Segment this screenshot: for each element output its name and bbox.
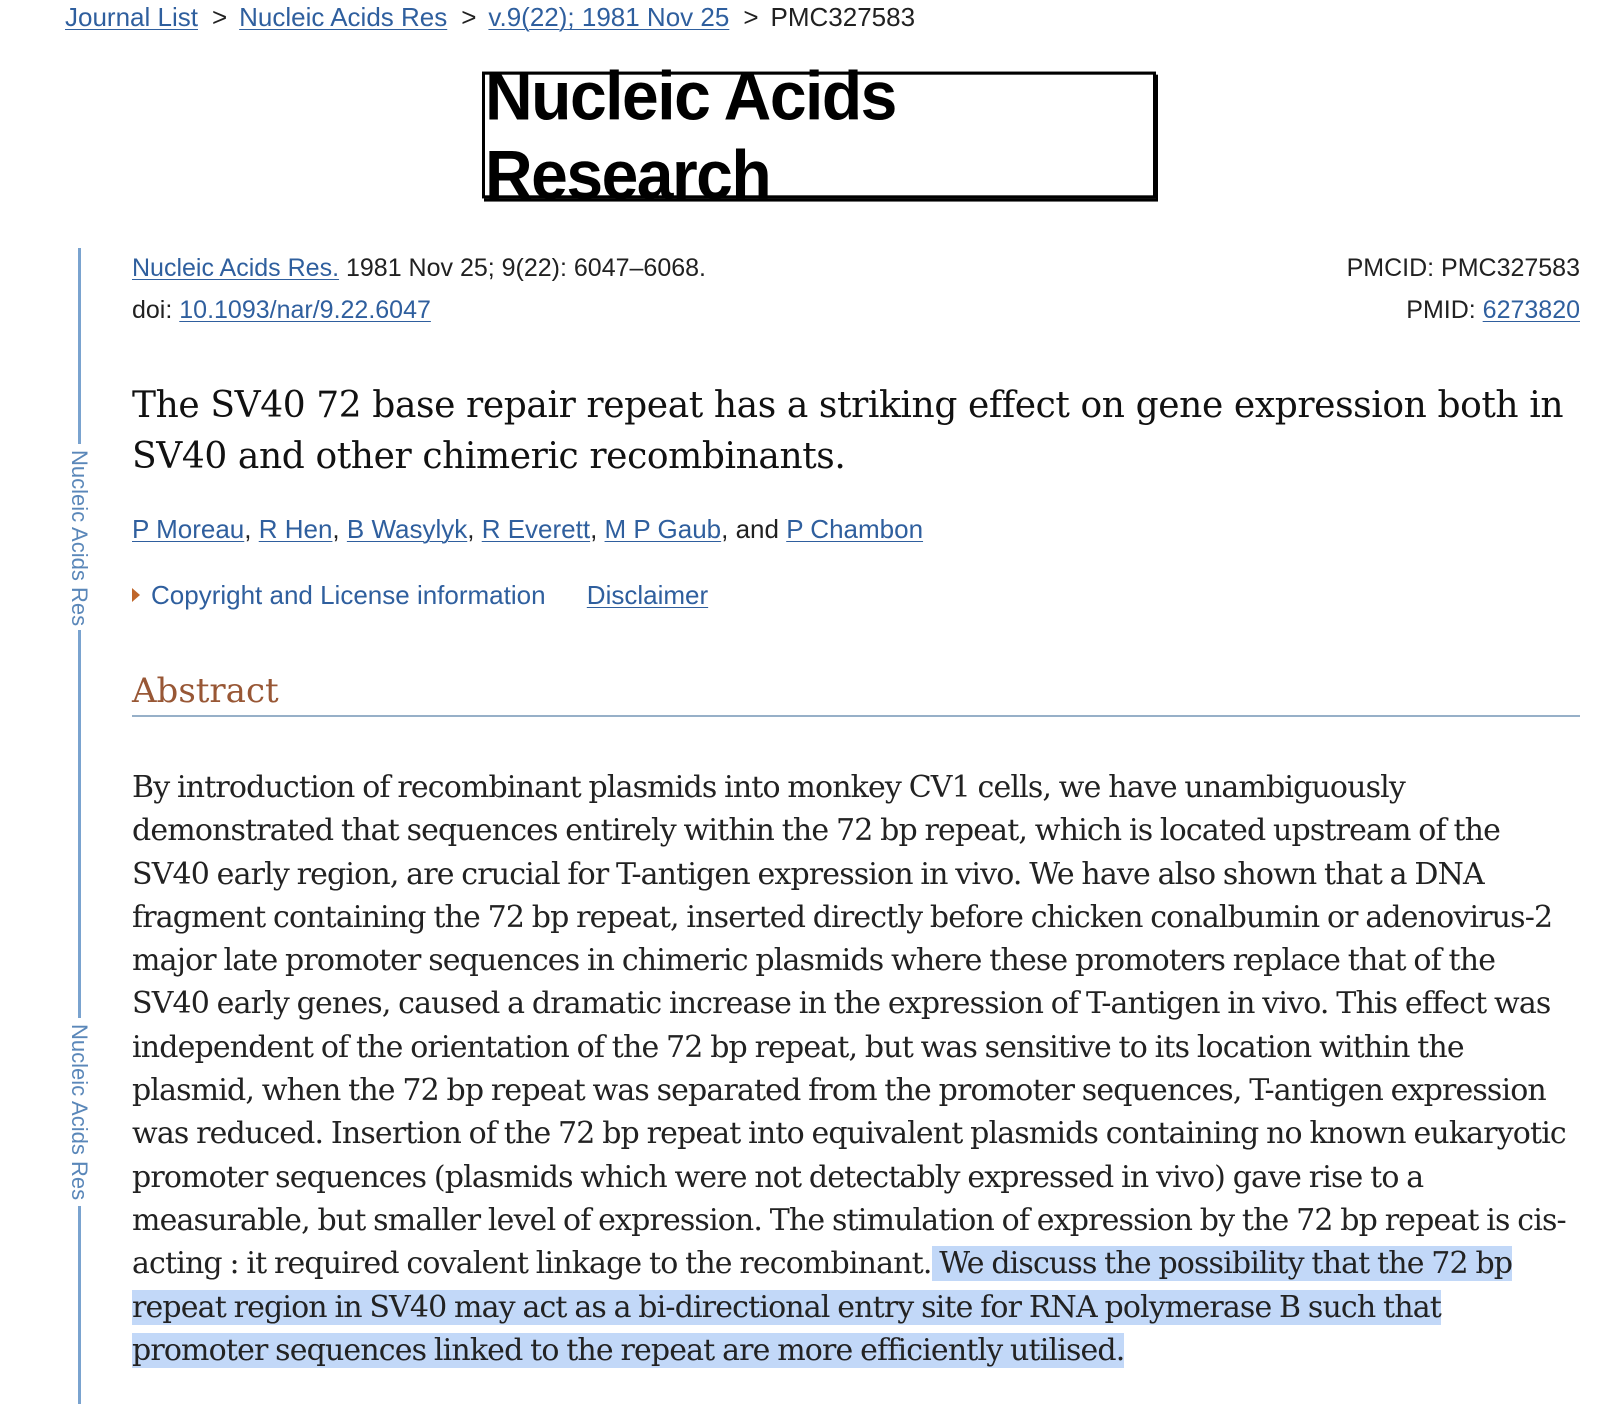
abstract-line <box>132 1329 1592 1372</box>
abstract-selected-text: We discuss the possibility that the 72 bp <box>931 1246 1513 1282</box>
side-rail-line-top <box>78 248 81 444</box>
author-separator: , <box>244 514 259 544</box>
side-rail-label: Nucleic Acids Res <box>67 1023 92 1201</box>
abstract-line: demonstrated that sequences entirely within the 72 bp repeat, which is located upstream of the <box>132 813 1501 849</box>
breadcrumb <box>65 0 915 34</box>
author-link[interactable]: M P Gaub <box>604 514 722 544</box>
author-separator: , <box>332 514 347 544</box>
article-title: The SV40 72 base repair repeat has a striking effect on gene expression both in SV40 and other chimeric recombinants. <box>132 385 1564 477</box>
abstract-line: plasmid, when the 72 bp repeat was separated from the promoter sequences, T-antigen expression <box>132 1073 1546 1109</box>
citation-line <box>132 252 706 284</box>
abstract-plain-text: acting : it required covalent linkage to the recombinant. <box>132 1246 932 1282</box>
breadcrumb-separator: > <box>211 2 228 32</box>
citation-details: 1981 Nov 25; 9(22): 6047–6068. <box>345 254 706 282</box>
abstract-line: promoter sequences (plasmids which were not detectably expressed in vivo) gave rise to a <box>132 1159 1424 1195</box>
copyright-row <box>132 578 708 612</box>
abstract-line: measurable, but smaller level of expression. The stimulation of expression by the 72 bp repeat is cis- <box>132 1202 1566 1238</box>
side-rail-line-middle <box>78 630 81 1018</box>
pmcid-value: PMC327583 <box>1441 254 1580 282</box>
doi-link[interactable]: 10.1093/nar/9.22.6047 <box>179 296 431 324</box>
breadcrumb-issue-link[interactable]: v.9(22); 1981 Nov 25 <box>488 2 730 32</box>
abstract-selected-text: promoter sequences linked to the repeat are more efficiently utilised. <box>132 1332 1125 1368</box>
side-rail-label: Nucleic Acids Res <box>67 449 92 627</box>
pmid-label: PMID: <box>1406 296 1476 324</box>
side-rail-line-bottom <box>78 1206 81 1404</box>
abstract-text <box>132 766 1592 1372</box>
pmcid-line <box>1347 252 1580 284</box>
abstract-line: major late promoter sequences in chimeric plasmids where these promoters replace that of the <box>132 943 1496 979</box>
author-separator: , <box>467 514 482 544</box>
breadcrumb-journal-link[interactable]: Nucleic Acids Res <box>239 2 448 32</box>
author-list <box>132 512 923 546</box>
author-link[interactable]: R Everett <box>481 514 591 544</box>
copyright-toggle[interactable] <box>132 580 553 610</box>
abstract-line: SV40 early region, are crucial for T-antigen expression in vivo. We have also shown that a DNA <box>132 856 1484 892</box>
author-link[interactable]: R Hen <box>258 514 333 544</box>
abstract-selected-text: repeat region in SV40 may act as a bi-directional entry site for RNA polymerase B such that <box>132 1289 1441 1325</box>
abstract-line: By introduction of recombinant plasmids into monkey CV1 cells, we have unambiguously <box>132 770 1405 805</box>
pmid-link[interactable]: 6273820 <box>1482 296 1580 324</box>
abstract-divider <box>132 715 1580 717</box>
pmcid-label: PMCID: <box>1346 254 1435 282</box>
breadcrumb-separator: > <box>461 2 477 32</box>
abstract-heading: Abstract <box>132 671 279 711</box>
abstract-line <box>132 1242 1592 1285</box>
abstract-line: SV40 early genes, caused a dramatic increase in the expression of T-antigen in vivo. This effect was <box>132 986 1551 1022</box>
journal-banner-title: Nucleic Acids Research <box>485 57 896 213</box>
author-link[interactable]: P Chambon <box>786 514 924 544</box>
disclaimer-link[interactable]: Disclaimer <box>586 580 709 610</box>
pmid-line <box>1406 294 1580 326</box>
breadcrumb-current: PMC327583 <box>770 2 916 32</box>
citation-journal-link[interactable]: Nucleic Acids Res. <box>132 254 340 282</box>
author-link[interactable]: P Moreau <box>132 514 245 544</box>
abstract-line: independent of the orientation of the 72 bp repeat, but was sensitive to its location within the <box>132 1029 1464 1065</box>
doi-label: doi: <box>132 296 173 324</box>
journal-banner[interactable] <box>482 57 1156 213</box>
doi-line <box>132 294 431 326</box>
abstract-line: was reduced. Insertion of the 72 bp repeat into equivalent plasmids containing no known eukaryotic <box>132 1116 1566 1152</box>
breadcrumb-separator: > <box>743 2 759 32</box>
author-separator: , <box>590 514 605 544</box>
author-separator: , and <box>721 514 787 544</box>
abstract-line: fragment containing the 72 bp repeat, inserted directly before chicken conalbumin or adenovirus-2 <box>132 899 1553 935</box>
expand-triangle-icon <box>132 588 140 602</box>
breadcrumb-journal-list-link[interactable]: Journal List <box>65 2 198 32</box>
copyright-label: Copyright and License information <box>151 580 546 610</box>
abstract-line <box>132 1286 1592 1329</box>
author-link[interactable]: B Wasylyk <box>346 514 468 544</box>
